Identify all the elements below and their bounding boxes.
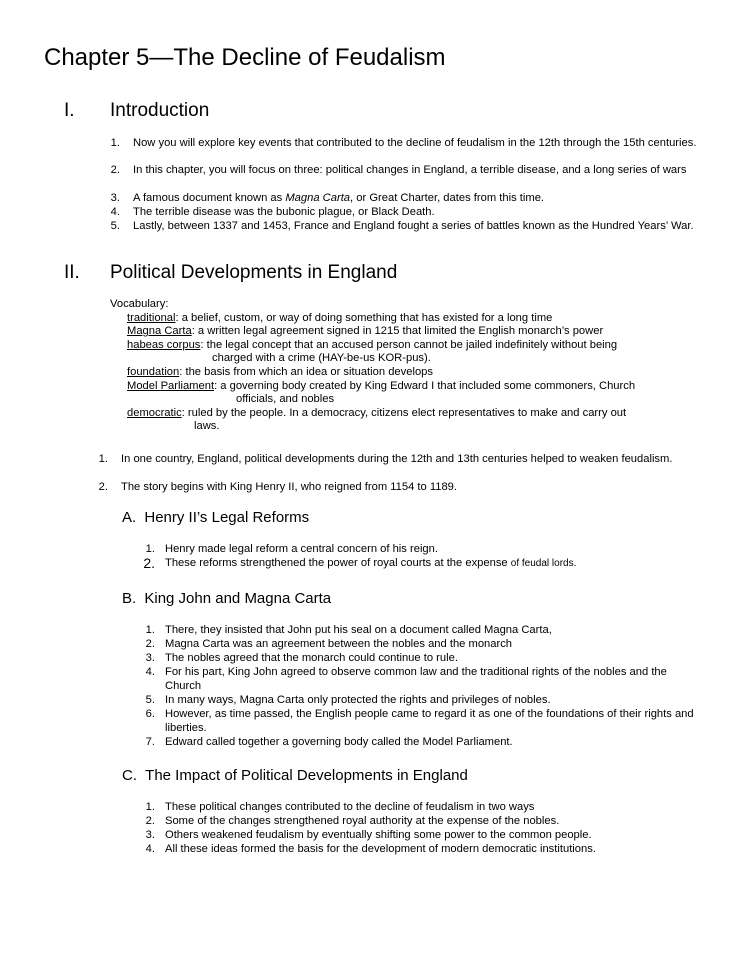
subsection-a-list (0, 543, 749, 575)
vocab-term: democratic (127, 406, 182, 419)
item-number: 1. (110, 137, 120, 149)
item-number: 2. (143, 555, 155, 571)
item-text: The nobles agreed that the monarch could continue to rule. (165, 652, 458, 664)
subsection-heading (122, 590, 331, 607)
subsection-heading (122, 767, 468, 784)
vocab-term: habeas corpus (127, 338, 201, 351)
subsection-letter: A. (122, 509, 137, 526)
vocab-entry (110, 380, 730, 394)
item-number: 3. (145, 652, 155, 664)
item-number: 4. (145, 666, 155, 678)
intro-list (0, 137, 749, 257)
item-text: The terrible disease was the bubonic plague, or Black Death. (133, 206, 435, 218)
subsection-c-list (0, 801, 749, 861)
section-two-list (0, 453, 749, 498)
item-text: Edward called together a governing body called the Model Parliament. (165, 736, 513, 748)
item-text: In this chapter, you will focus on three: political changes in England, a terrible disease, and a long series of wars (133, 164, 687, 176)
subsection-title: The Impact of Political Developments in England (145, 767, 468, 784)
item-text: Henry made legal reform a central concern of his reign. (165, 543, 438, 555)
item-text: Others weakened feudalism by eventually shifting some power to the common people. (165, 829, 592, 841)
vocab-term: foundation (127, 365, 180, 378)
item-text: In many ways, Magna Carta only protected the rights and privileges of nobles. (165, 694, 551, 706)
vocab-entry (110, 325, 730, 339)
subsection-letter: C. (122, 767, 137, 784)
item-text: These reforms strengthened the power of royal courts at the expense of feudal lords. (165, 557, 577, 569)
item-number: 4. (110, 206, 120, 218)
item-number: 7. (145, 736, 155, 748)
item-text: All these ideas formed the basis for the development of modern democratic institutions. (165, 843, 596, 855)
item-text: Some of the changes strengthened royal authority at the expense of the nobles. (165, 815, 560, 827)
item-text: There, they insisted that John put his seal on a document called Magna Carta, (165, 624, 552, 636)
vocab-entry (110, 407, 730, 421)
item-number: 2. (145, 815, 155, 827)
item-text: Now you will explore key events that contributed to the decline of feudalism in the 12th through the 15th centuries. (133, 137, 697, 149)
vocab-entry (110, 339, 730, 353)
vocab-definition: : the basis from which an idea or situation develops (179, 365, 433, 378)
item-text: Lastly, between 1337 and 1453, France and England fought a series of battles known as the Hundred Years’ War. (133, 220, 694, 232)
item-number: 4. (145, 843, 155, 855)
vocab-entry (110, 366, 730, 380)
section-numeral: I. (64, 100, 75, 121)
item-text: A famous document known as Magna Carta, or Great Charter, dates from this time. (133, 192, 545, 204)
vocabulary-label: Vocabulary: (110, 298, 169, 310)
item-number: 2. (110, 164, 120, 176)
item-number: 1. (98, 453, 108, 465)
vocab-term: Model Parliament (127, 379, 215, 392)
item-number: 3. (145, 829, 155, 841)
item-text: Magna Carta was an agreement between the nobles and the monarch (165, 638, 513, 650)
subsection-heading (122, 509, 309, 526)
vocab-entry (110, 312, 730, 326)
subsection-title: Henry II’s Legal Reforms (144, 509, 310, 526)
vocab-definition: : the legal concept that an accused person cannot be jailed indefinitely without being (200, 338, 618, 351)
vocab-definition: : ruled by the people. In a democracy, citizens elect representatives to make and carry out (181, 406, 627, 419)
item-text: For his part, King John agreed to observe common law and the traditional rights of the nobles and the Church (165, 666, 667, 692)
item-number: 2. (98, 481, 108, 493)
vocab-definition: : a written legal agreement signed in 1215 that limited the English monarch’s power (191, 325, 604, 338)
item-number: 2. (145, 638, 155, 650)
item-text: The story begins with King Henry II, who reigned from 1154 to 1189. (121, 481, 458, 493)
item-number: 5. (145, 694, 155, 706)
vocab-definition: : a belief, custom, or way of doing something that has existed for a long time (175, 311, 553, 324)
page-title: Chapter 5—The Decline of Feudalism (44, 44, 446, 71)
item-number: 1. (145, 624, 155, 636)
vocabulary-block (110, 298, 730, 434)
vocab-continuation: laws. (194, 420, 220, 433)
subsection-letter: B. (122, 590, 137, 607)
item-text: These political changes contributed to the decline of feudalism in two ways (165, 801, 535, 813)
item-number: 5. (110, 220, 120, 232)
item-number: 6. (145, 708, 155, 720)
vocab-continuation: officials, and nobles (236, 393, 335, 406)
subsection-title: King John and Magna Carta (144, 590, 332, 607)
vocab-definition: : a governing body created by King Edward I that included some commoners, Church (214, 379, 636, 392)
item-text: However, as time passed, the English people came to regard it as one of the foundations of their rights and liberties. (165, 708, 694, 734)
item-number: 1. (145, 543, 155, 555)
vocab-continuation: charged with a crime (HAY-be-us KOR-pus). (212, 352, 431, 365)
vocab-term: Magna Carta (127, 325, 192, 338)
section-title: Political Developments in England (110, 262, 398, 283)
subsection-b-list (0, 624, 749, 754)
vocab-term: traditional (127, 311, 176, 324)
item-text: In one country, England, political developments during the 12th and 13th centuries helped to weaken feudalism. (121, 453, 673, 465)
item-number: 3. (110, 192, 120, 204)
section-numeral: II. (64, 262, 80, 283)
section-title: Introduction (110, 100, 210, 121)
item-number: 1. (145, 801, 155, 813)
